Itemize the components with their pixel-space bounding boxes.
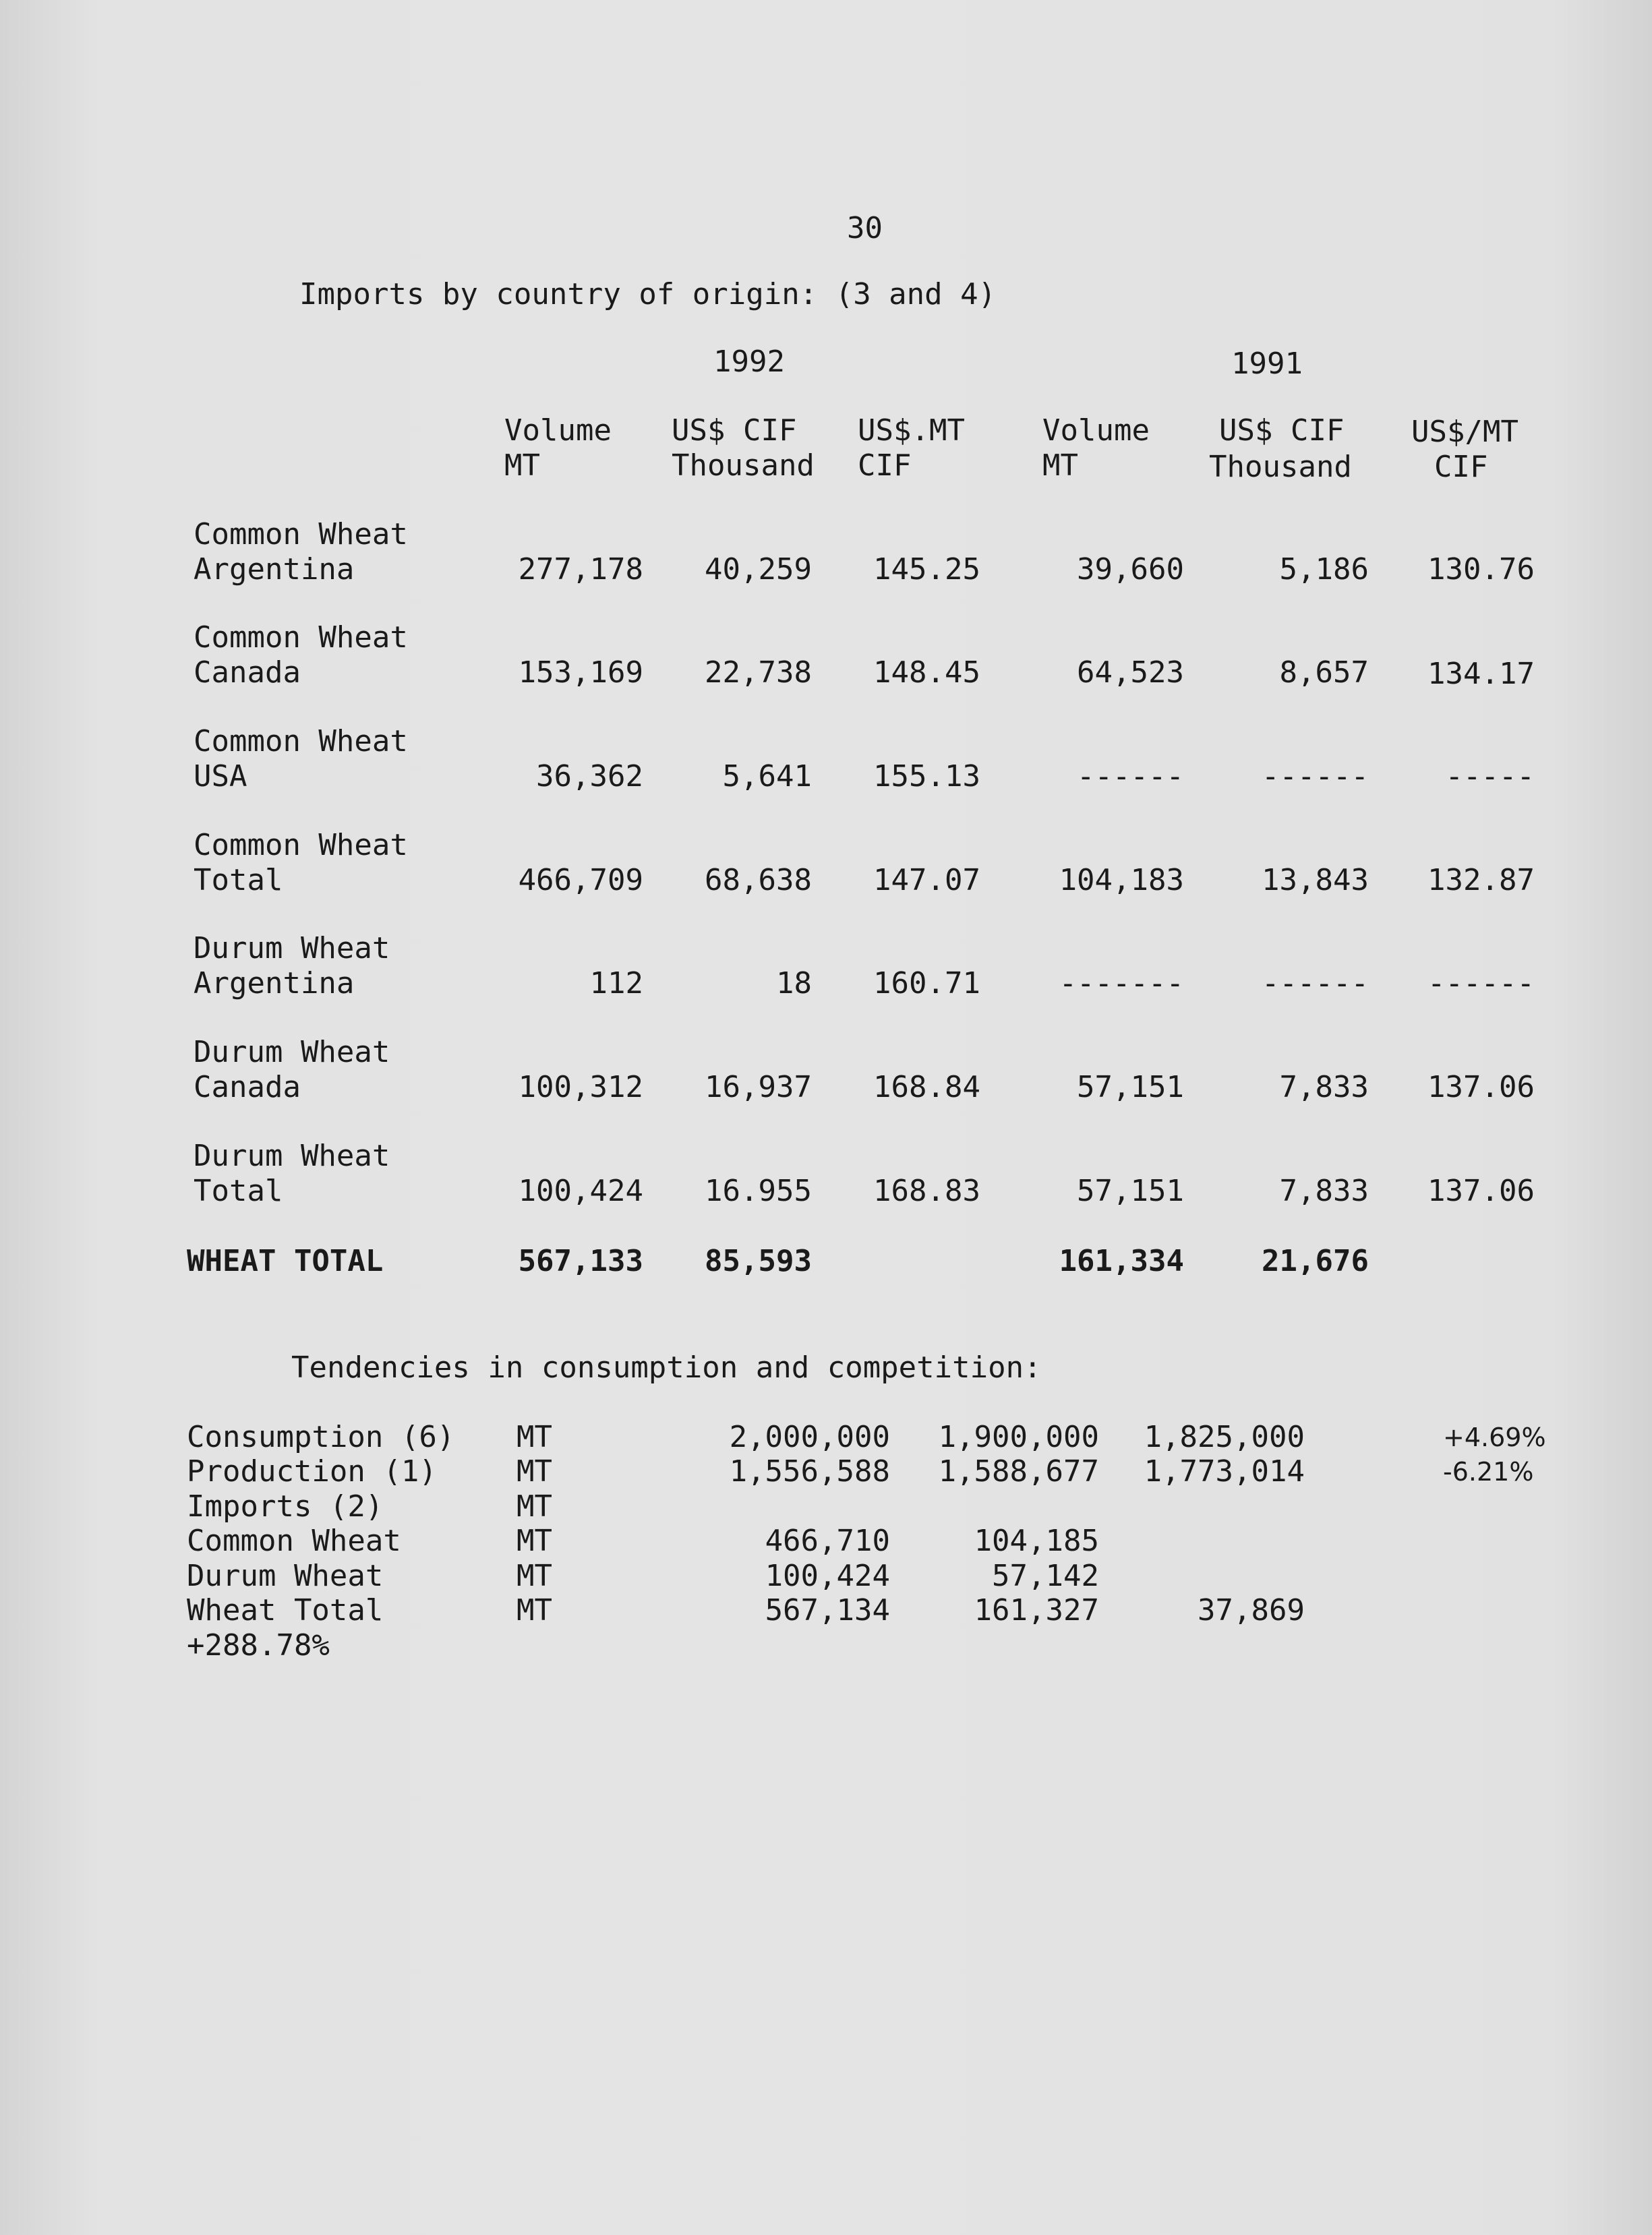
tendency-c2: 104,185: [974, 1524, 1099, 1558]
tendency-c2: 1,900,000: [938, 1420, 1099, 1454]
header-uscif-1992: US$ CIF: [672, 413, 797, 448]
cell-mt92: 160.71: [873, 966, 980, 1001]
tendency-unit: MT: [517, 1489, 552, 1524]
wheat-total-vol92: 567,133: [518, 1244, 643, 1278]
header-uscif-1991: US$ CIF: [1219, 413, 1345, 448]
row-country: Total: [194, 1174, 283, 1208]
cell-cif92: 16.955: [705, 1174, 812, 1208]
cell-cif91: 7,833: [1279, 1174, 1369, 1208]
tendency-c1: 567,134: [765, 1593, 890, 1628]
tendency-unit: MT: [517, 1420, 552, 1454]
wheat-total-cif92: 85,593: [705, 1244, 812, 1278]
cell-vol91: -------: [1059, 966, 1184, 1001]
cell-vol92: 277,178: [518, 552, 643, 587]
cell-mt91: -----: [1445, 759, 1535, 794]
cell-cif92: 5,641: [722, 759, 812, 794]
cell-vol91: 64,523: [1077, 655, 1184, 690]
row-product: Common Wheat: [194, 724, 408, 758]
wheat-total-label: WHEAT TOTAL: [187, 1244, 384, 1278]
cell-cif92: 22,738: [705, 655, 812, 690]
tendency-unit: MT: [517, 1524, 552, 1558]
cell-mt91: 130.76: [1427, 552, 1535, 587]
cell-mt92: 168.84: [873, 1070, 980, 1104]
tendency-label: Wheat Total: [187, 1593, 384, 1628]
row-country: Canada: [194, 1070, 301, 1104]
cell-vol91: 39,660: [1077, 552, 1184, 587]
cell-vol92: 100,424: [518, 1174, 643, 1208]
tendency-c3: 37,869: [1198, 1593, 1305, 1628]
cell-mt91: 137.06: [1427, 1174, 1535, 1208]
cell-vol91: 57,151: [1077, 1174, 1184, 1208]
row-product: Durum Wheat: [194, 1139, 390, 1173]
row-product: Common Wheat: [194, 620, 408, 655]
cell-cif92: 16,937: [705, 1070, 812, 1104]
cell-cif91: 7,833: [1279, 1070, 1369, 1104]
cell-cif91: 13,843: [1262, 863, 1369, 897]
tendency-c1: 2,000,000: [729, 1420, 890, 1454]
year-1992: 1992: [713, 345, 785, 379]
cell-vol92: 112: [589, 966, 643, 1001]
tendency-c1: 1,556,588: [729, 1454, 890, 1489]
tendency-label: Production (1): [187, 1454, 437, 1489]
tendency-c1: 466,710: [765, 1524, 890, 1558]
tendency-unit: MT: [517, 1559, 552, 1593]
cell-vol92: 153,169: [518, 655, 643, 690]
tendency-c1: 100,424: [765, 1559, 890, 1593]
cell-mt92: 148.45: [873, 655, 980, 690]
cell-cif92: 18: [776, 966, 812, 1001]
cell-cif92: 68,638: [705, 863, 812, 897]
header-usmt-1991: US$/MT: [1411, 415, 1518, 449]
tendency-c2: 1,588,677: [938, 1454, 1099, 1489]
tendency-label: Durum Wheat: [187, 1559, 384, 1593]
row-country: Total: [194, 863, 283, 897]
page-number: 30: [847, 211, 883, 245]
header-volume-1992: Volume: [504, 413, 612, 448]
header-cif-1991: CIF: [1434, 450, 1488, 484]
header-usmt-1992: US$.MT: [858, 413, 965, 448]
tendency-c3: 1,825,000: [1144, 1420, 1305, 1454]
tendency-c2: 161,327: [974, 1593, 1099, 1628]
tendency-unit: MT: [517, 1454, 552, 1489]
row-product: Common Wheat: [194, 828, 408, 862]
tendency-unit: MT: [517, 1593, 552, 1628]
cell-cif91: ------: [1262, 966, 1369, 1001]
tendency-label: Common Wheat: [187, 1524, 401, 1558]
cell-vol92: 36,362: [536, 759, 643, 794]
cell-mt91: ------: [1427, 966, 1535, 1001]
row-product: Durum Wheat: [194, 1035, 390, 1069]
table-title: Imports by country of origin: (3 and 4): [299, 277, 997, 311]
row-country: Argentina: [194, 552, 355, 587]
cell-mt91: 137.06: [1427, 1070, 1535, 1104]
cell-vol91: 104,183: [1059, 863, 1184, 897]
header-mt-1991: MT: [1042, 448, 1078, 483]
row-country: Argentina: [194, 966, 355, 1001]
cell-cif91: 8,657: [1279, 655, 1369, 690]
tendency-label: Imports (2): [187, 1489, 384, 1524]
row-product: Durum Wheat: [194, 931, 390, 965]
tendency-label: Consumption (6): [187, 1420, 455, 1454]
wheat-total-vol91: 161,334: [1059, 1244, 1184, 1278]
year-1991: 1991: [1231, 347, 1303, 381]
cell-vol92: 466,709: [518, 863, 643, 897]
tendencies-footer: +288.78%: [187, 1628, 330, 1663]
tendency-c2: 57,142: [992, 1559, 1099, 1593]
header-mt-1992: MT: [504, 448, 540, 483]
cell-vol92: 100,312: [518, 1070, 643, 1104]
cell-mt92: 147.07: [873, 863, 980, 897]
header-thousand-1991: Thousand: [1209, 450, 1352, 484]
tendencies-title: Tendencies in consumption and competition:: [291, 1350, 1042, 1385]
tendency-pct: -6.21%: [1443, 1457, 1534, 1487]
header-volume-1991: Volume: [1042, 413, 1150, 448]
cell-mt91: 132.87: [1427, 863, 1535, 897]
cell-cif91: ------: [1262, 759, 1369, 794]
cell-cif92: 40,259: [705, 552, 812, 587]
tendency-pct: +4.69%: [1443, 1423, 1546, 1452]
cell-vol91: ------: [1077, 759, 1184, 794]
row-product: Common Wheat: [194, 517, 408, 552]
tendency-c3: 1,773,014: [1144, 1454, 1305, 1489]
wheat-total-cif91: 21,676: [1262, 1244, 1369, 1278]
row-country: Canada: [194, 655, 301, 690]
row-country: USA: [194, 759, 247, 794]
cell-mt92: 145.25: [873, 552, 980, 587]
cell-vol91: 57,151: [1077, 1070, 1184, 1104]
header-thousand-1992: Thousand: [672, 448, 815, 483]
cell-mt92: 168.83: [873, 1174, 980, 1208]
cell-mt92: 155.13: [873, 759, 980, 794]
cell-mt91: 134.17: [1427, 657, 1535, 691]
header-cif-1992: CIF: [858, 448, 912, 483]
cell-cif91: 5,186: [1279, 552, 1369, 587]
